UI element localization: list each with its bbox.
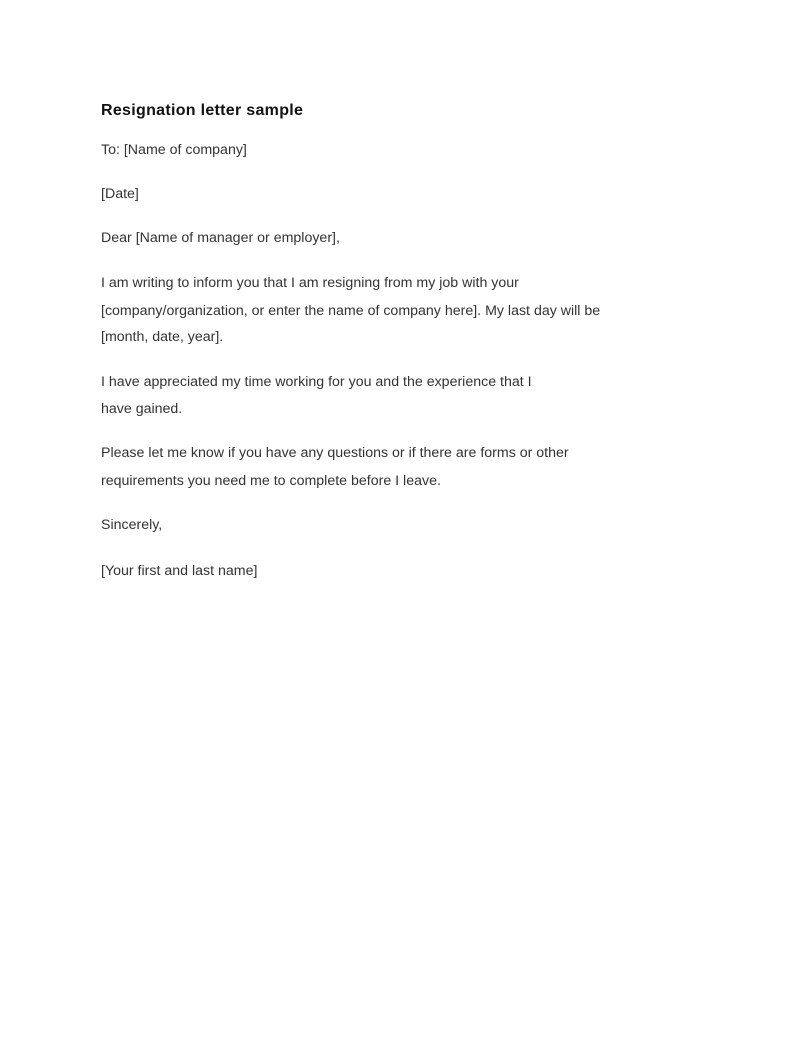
document-title: Resignation letter sample	[101, 102, 304, 119]
paragraph-3-line: Please let me know if you have any questions or if there are forms or other	[101, 445, 569, 461]
paragraph-2-line: have gained.	[101, 401, 183, 417]
paragraph-1-line: [company/organization, or enter the name of company here]. My last day will be	[101, 303, 601, 319]
recipient-line: To: [Name of company]	[101, 142, 247, 158]
paragraph-1-line: I am writing to inform you that I am resigning from my job with your	[101, 275, 519, 291]
paragraph-3-line: requirements you need me to complete before I leave.	[101, 473, 441, 489]
closing: Sincerely,	[101, 517, 163, 533]
date-line: [Date]	[101, 186, 139, 202]
paragraph-1-line: [month, date, year].	[101, 329, 224, 345]
signature-name: [Your first and last name]	[101, 563, 258, 579]
salutation: Dear [Name of manager or employer],	[101, 230, 340, 246]
paragraph-2-line: I have appreciated my time working for you and the experience that I	[101, 374, 532, 390]
